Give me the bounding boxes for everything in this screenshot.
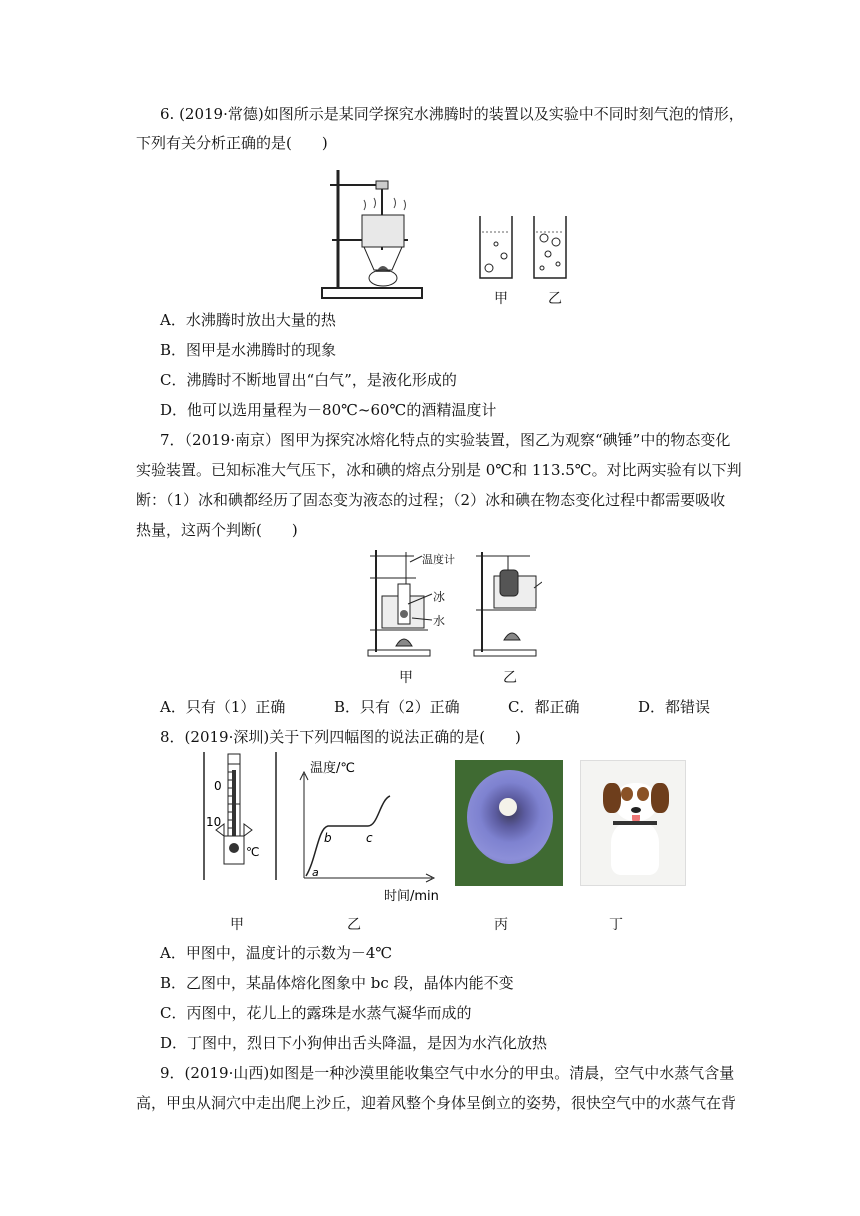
q8-stem-line1: 8．(2019·深圳)关于下列四幅图的说法正确的是( ) [160, 728, 521, 746]
q7-option-a: A．只有（1）正确 [160, 698, 286, 716]
q7-label-thermometer: 温度计 [422, 553, 455, 566]
q8-puppy-photo [580, 760, 686, 886]
q8-thermometer-unit: ℃ [246, 845, 260, 859]
q7-stem-line3: 断：（1）冰和碘都经历了固态变为液态的过程；（2）冰和碘在物态变化过程中都需要吸收 [136, 491, 726, 509]
q7-option-b: B．只有（2）正确 [334, 698, 460, 716]
q8-graph-xlabel: 时间/min [384, 889, 439, 902]
q6-option-d: D．他可以选用量程为－80℃~60℃的酒精温度计 [160, 401, 497, 419]
q7-stem-line2: 实验装置。已知标准大气压下，冰和碘的熔点分别是 0℃和 113.5℃。对比两实验有以下判 [136, 461, 742, 479]
q8-flower-photo [455, 760, 563, 886]
q6-stem-line2: 下列有关分析正确的是( ) [136, 134, 328, 152]
q9-stem-line1: 9．(2019·山西)如图是一种沙漠里能收集空气中水分的甲虫。清晨，空气中水蒸气含量 [160, 1064, 735, 1082]
q8-caption-ding: 丁 [609, 917, 623, 933]
q7-caption-jia: 甲 [399, 670, 413, 686]
q9-stem-line2: 高，甲虫从洞穴中走出爬上沙丘，迎着风整个身体呈倒立的姿势，很快空气中的水蒸气在背 [136, 1094, 737, 1112]
q7-caption-yi: 乙 [503, 670, 517, 686]
q7-stem-line4: 热量，这两个判断( ) [136, 521, 298, 539]
q7-label-ice: 冰 [433, 590, 446, 604]
q8-graph-ylabel: 温度/℃ [310, 761, 355, 776]
q7-label-water: 水 [433, 614, 446, 628]
q8-thermometer-tick-0: 0 [214, 779, 222, 793]
q8-graph-point-c: c [366, 831, 373, 845]
q8-graph-point-b: b [324, 831, 332, 845]
q6-beaker-label-yi: 乙 [548, 291, 562, 307]
q8-melting-curve-figure [292, 760, 442, 902]
q7-iodine-hammer-apparatus-figure [472, 548, 542, 660]
q7-stem-line1: 7．（2019·南京）图甲为探究冰熔化特点的实验装置，图乙为观察“碘锤”中的物态变化 [160, 431, 731, 449]
q8-caption-bing: 丙 [494, 917, 508, 933]
q6-stem-line1: 6. (2019·常德)如图所示是某同学探究水沸腾时的装置以及实验中不同时刻气泡的情形， [160, 105, 744, 123]
q7-option-d: D．都错误 [638, 698, 711, 716]
q8-caption-yi: 乙 [347, 917, 361, 933]
q6-beakers-figure [474, 212, 574, 282]
q6-option-c: C．沸腾时不断地冒出“白气”，是液化形成的 [160, 371, 457, 389]
q8-graph-point-a: a [312, 866, 319, 879]
q8-option-b: B．乙图中，某晶体熔化图象中 bc 段，晶体内能不变 [160, 974, 514, 992]
q7-option-c: C．都正确 [508, 698, 580, 716]
q6-option-b: B．图甲是水沸腾时的现象 [160, 341, 337, 359]
q8-thermometer-figure [200, 752, 280, 882]
q8-option-a: A．甲图中，温度计的示数为－4℃ [160, 944, 393, 962]
q6-boiling-apparatus-figure [318, 160, 428, 305]
q6-option-a: A．水沸腾时放出大量的热 [160, 311, 336, 329]
q6-beaker-label-jia: 甲 [494, 291, 508, 307]
q8-caption-jia: 甲 [230, 917, 244, 933]
q8-option-c: C．丙图中，花儿上的露珠是水蒸气凝华而成的 [160, 1004, 472, 1022]
q8-thermometer-tick-10: 10 [206, 815, 222, 829]
q8-option-d: D．丁图中，烈日下小狗伸出舌头降温，是因为水汽化放热 [160, 1034, 548, 1052]
